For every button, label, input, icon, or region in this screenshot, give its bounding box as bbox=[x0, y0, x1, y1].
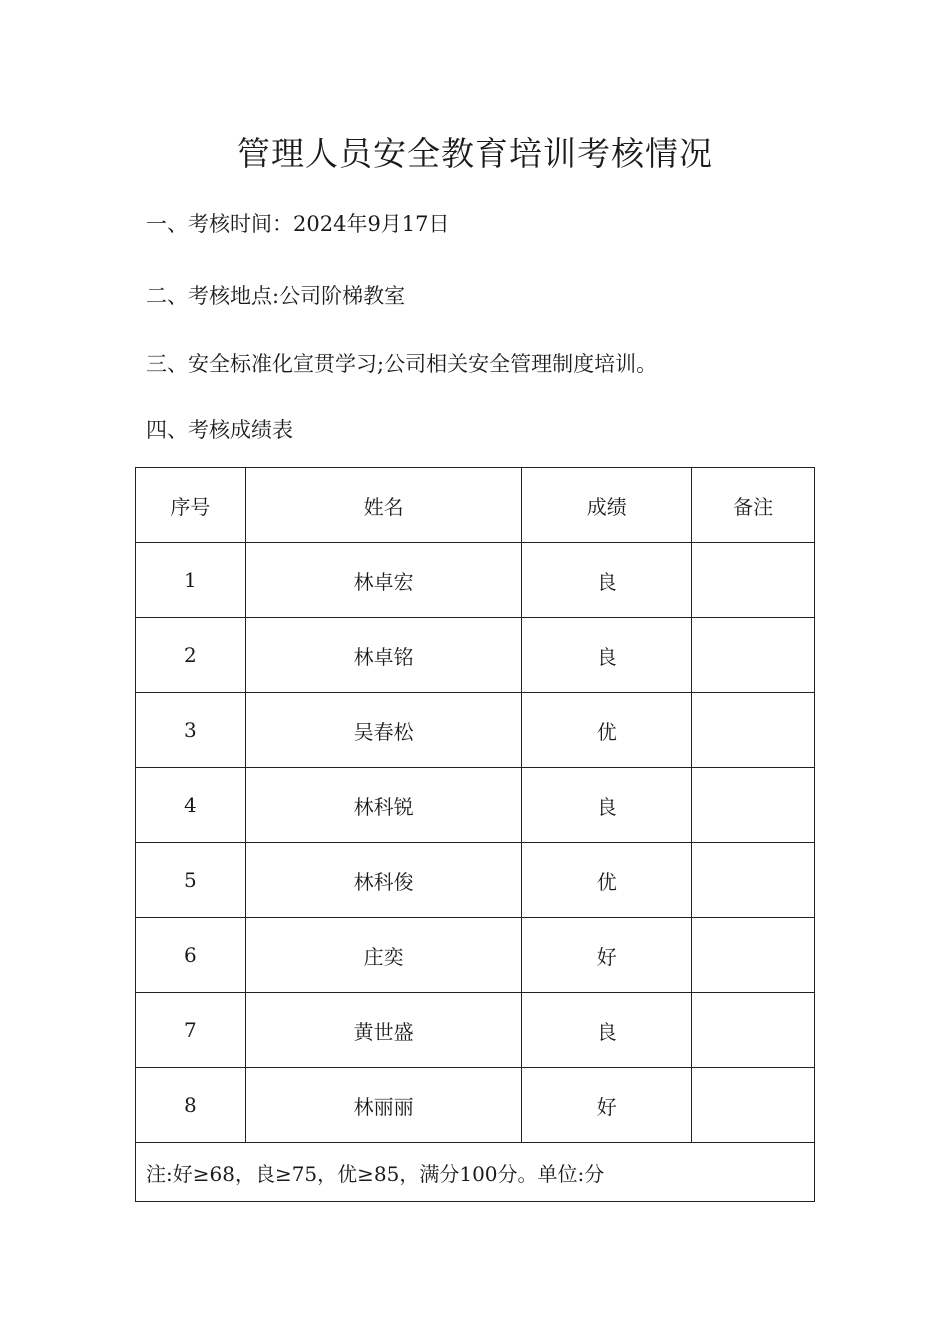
row-grade: 良 bbox=[522, 543, 692, 618]
row-grade: 良 bbox=[522, 768, 692, 843]
row-name: 林卓宏 bbox=[245, 543, 522, 618]
row-grade: 良 bbox=[522, 618, 692, 693]
row-name: 庄奕 bbox=[245, 918, 522, 993]
row-remark bbox=[692, 768, 815, 843]
score-table bbox=[135, 467, 815, 1202]
header-number: 序号 bbox=[136, 468, 246, 543]
row-number: 7 bbox=[136, 993, 246, 1068]
table-row bbox=[136, 918, 815, 993]
row-name: 林丽丽 bbox=[245, 1068, 522, 1143]
row-remark bbox=[692, 543, 815, 618]
grading-note: 注:好≥68，良≥75，优≥85，满分100分。单位:分 bbox=[136, 1143, 815, 1202]
row-name: 黄世盛 bbox=[245, 993, 522, 1068]
row-remark bbox=[692, 843, 815, 918]
score-table-heading: 四、考核成绩表 bbox=[146, 418, 293, 442]
table-row bbox=[136, 993, 815, 1068]
row-remark bbox=[692, 993, 815, 1068]
table-header-row bbox=[136, 468, 815, 543]
row-name: 林科锐 bbox=[245, 768, 522, 843]
table-row bbox=[136, 768, 815, 843]
table-note-row bbox=[136, 1143, 815, 1202]
exam-content-line: 三、安全标准化宣贯学习;公司相关安全管理制度培训。 bbox=[146, 352, 658, 376]
row-grade: 良 bbox=[522, 993, 692, 1068]
row-name: 林卓铭 bbox=[245, 618, 522, 693]
table-row bbox=[136, 618, 815, 693]
row-grade: 好 bbox=[522, 1068, 692, 1143]
table-row bbox=[136, 693, 815, 768]
row-name: 林科俊 bbox=[245, 843, 522, 918]
row-grade: 好 bbox=[522, 918, 692, 993]
header-name: 姓名 bbox=[245, 468, 522, 543]
exam-place-line: 二、考核地点:公司阶梯教室 bbox=[146, 284, 406, 308]
page-title: 管理人员安全教育培训考核情况 bbox=[237, 134, 713, 173]
header-grade: 成绩 bbox=[522, 468, 692, 543]
row-name: 吴春松 bbox=[245, 693, 522, 768]
row-grade: 优 bbox=[522, 693, 692, 768]
row-number: 1 bbox=[136, 543, 246, 618]
row-number: 6 bbox=[136, 918, 246, 993]
table-row bbox=[136, 543, 815, 618]
row-grade: 优 bbox=[522, 843, 692, 918]
table-row bbox=[136, 843, 815, 918]
row-number: 2 bbox=[136, 618, 246, 693]
row-remark bbox=[692, 693, 815, 768]
row-number: 8 bbox=[136, 1068, 246, 1143]
row-remark bbox=[692, 618, 815, 693]
row-remark bbox=[692, 1068, 815, 1143]
header-remark: 备注 bbox=[692, 468, 815, 543]
row-remark bbox=[692, 918, 815, 993]
row-number: 3 bbox=[136, 693, 246, 768]
exam-time-line: 一、考核时间：2024年9月17日 bbox=[146, 212, 450, 236]
row-number: 5 bbox=[136, 843, 246, 918]
row-number: 4 bbox=[136, 768, 246, 843]
table-row bbox=[136, 1068, 815, 1143]
